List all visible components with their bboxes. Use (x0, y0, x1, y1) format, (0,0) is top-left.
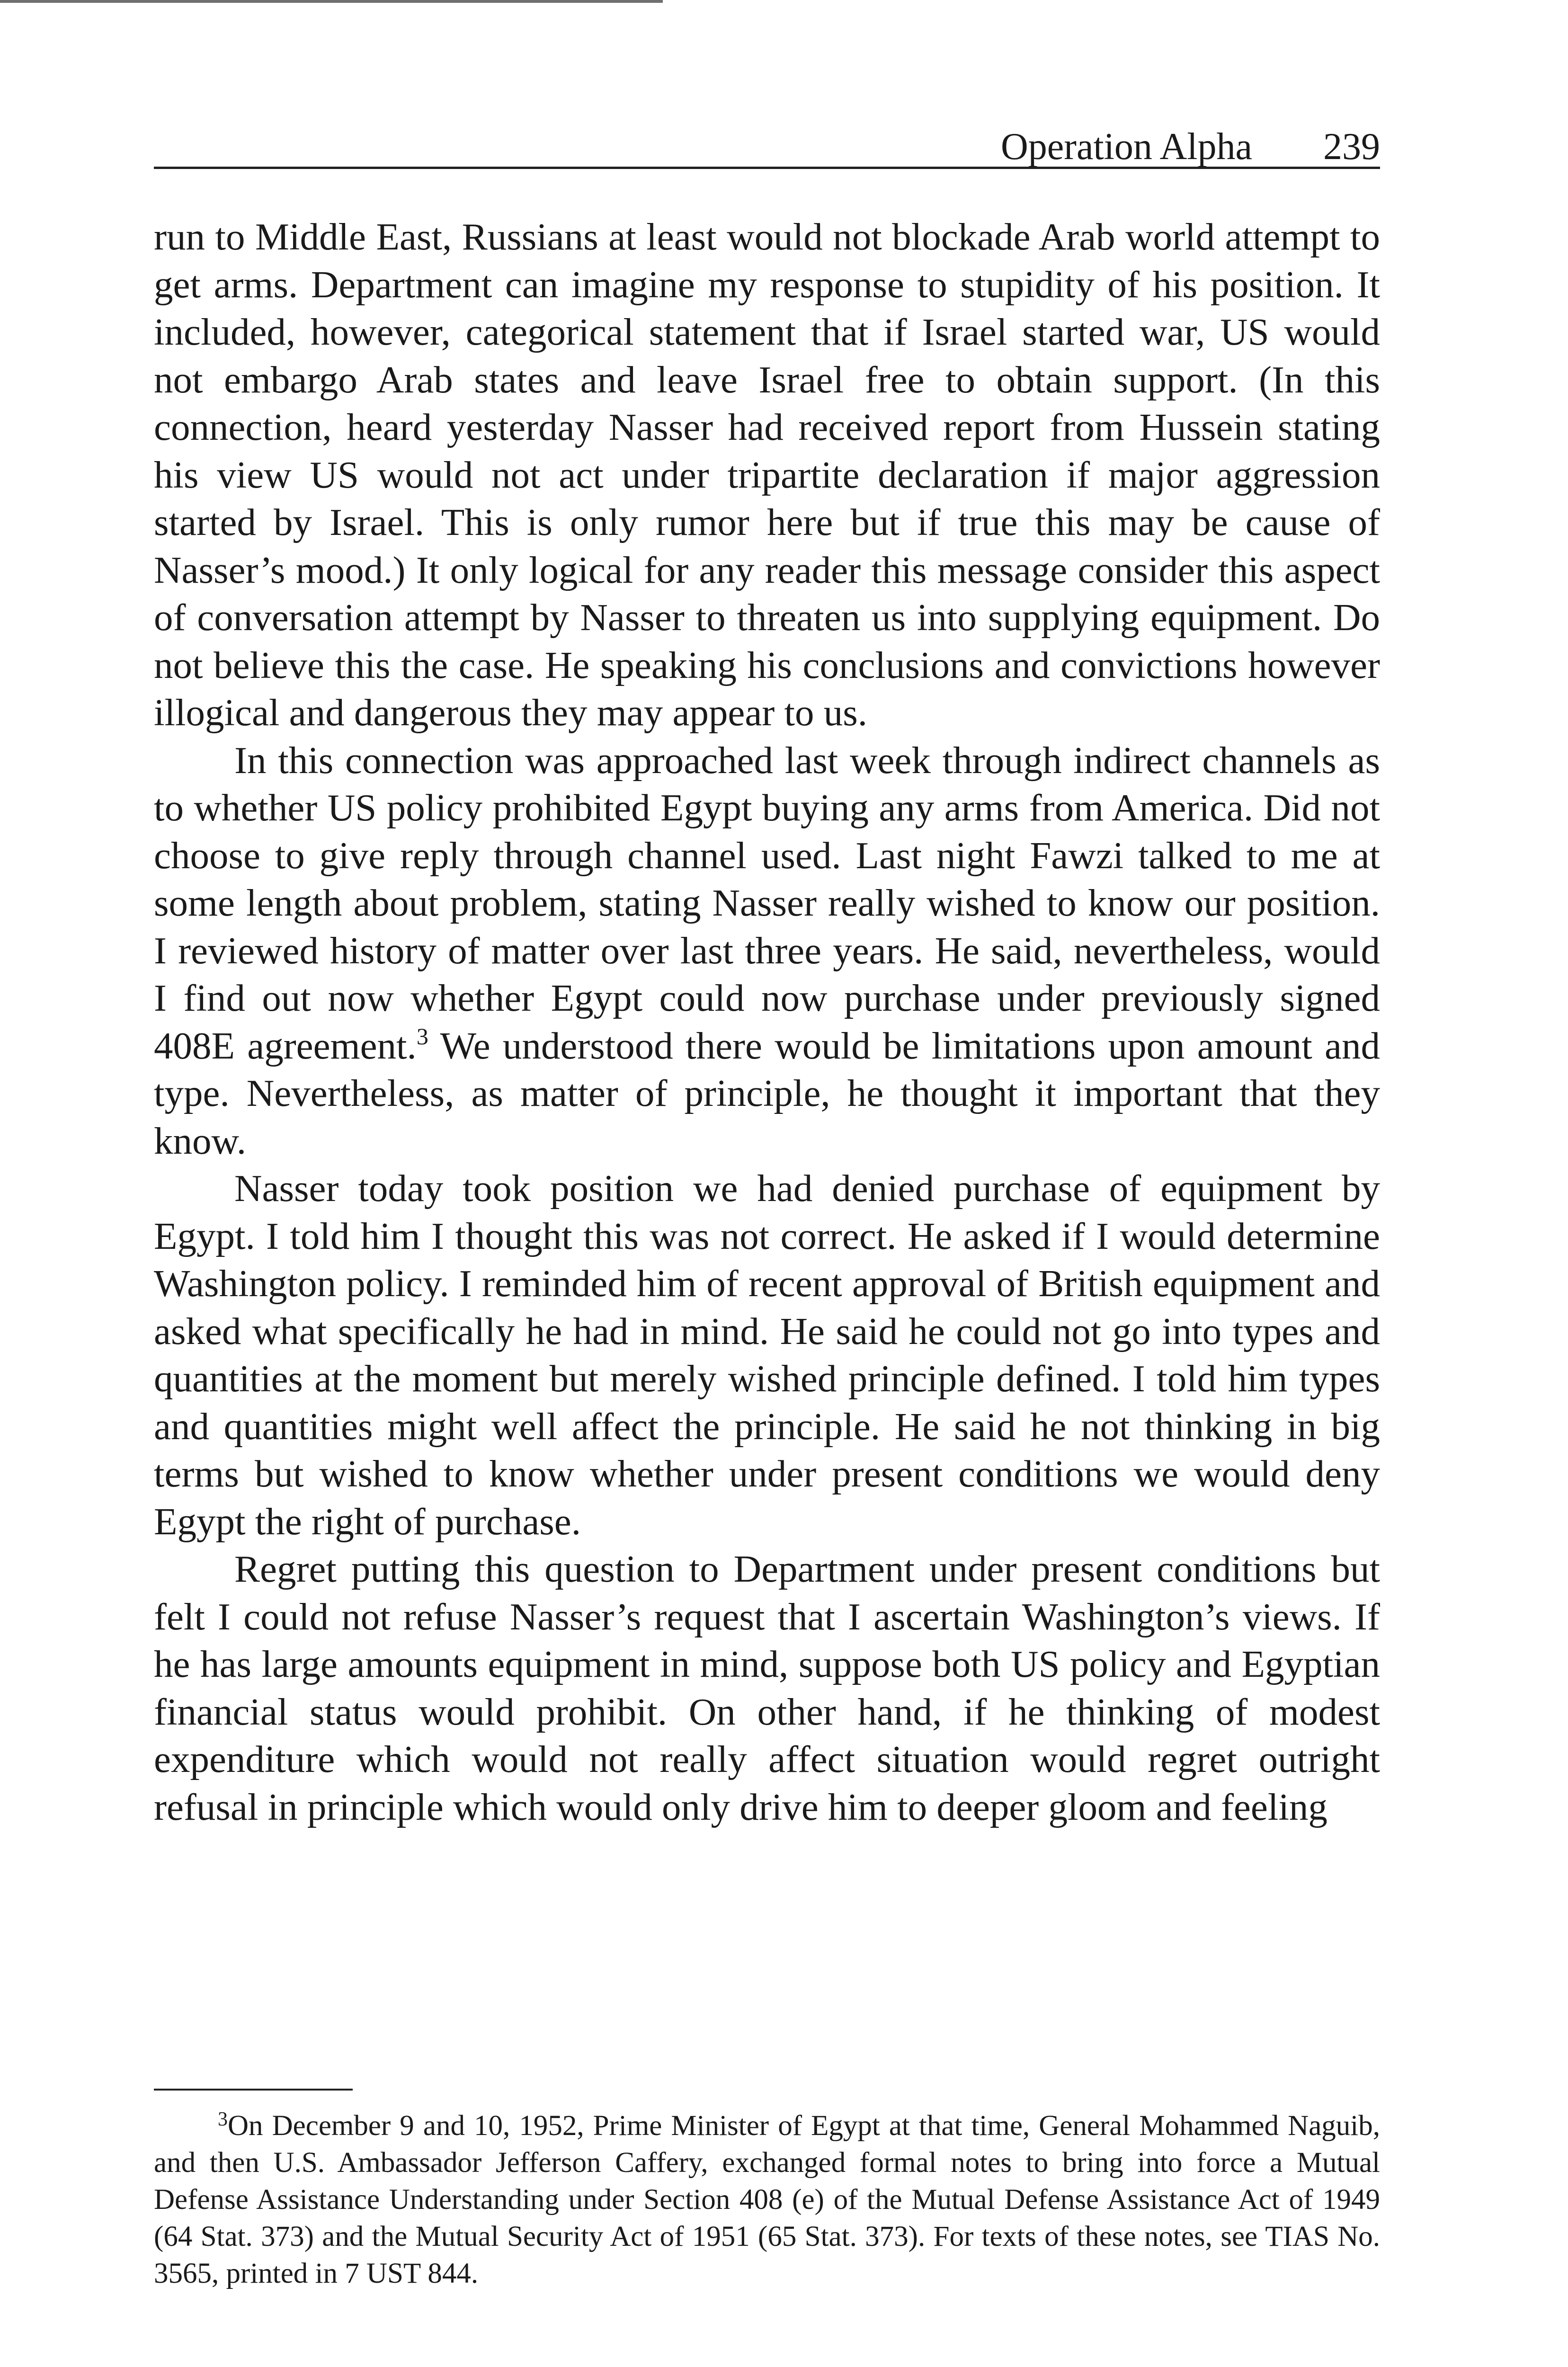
footnote-divider (154, 2089, 353, 2091)
footnote-text: On December 9 and 10, 1952, Prime Minister of Egypt at that time, General Mohammed Naguib, and then U.S. Ambassador Jefferson Caffery, exchanged formal notes to bring into force a Mutual Defense Assistance Understanding under Section 408 (e) of the Mutual Defense Assistance Act of 1949 (64 Stat. 373) and the Mutual Security Act of 1951 (65 Stat. 373). For texts of these notes, see TIAS No. 3565, printed in 7 UST 844. (154, 2110, 1380, 2289)
paragraph-2-text-b: We understood there would be limitations upon amount and type. Nevertheless, as matter of principle, he thought it important that they know. (154, 1024, 1380, 1162)
paragraph-3: Nasser today took position we had denied purchase of equipment by Egypt. I told him I thought this was not correct. He asked if I would determine Washington policy. I reminded him of recent approval of British equipment and asked what specifically he had in mind. He said he could not go into types and quantities at the moment but merely wished principle defined. I told him types and quantities might well affect the principle. He said he not thinking in big terms but wished to know whether under present conditions we would deny Egypt the right of purchase. (154, 1167, 1380, 1543)
paragraph-1: run to Middle East, Russians at least would not blockade Arab world attempt to get arms. Department can imagine my response to stupidity of his position. It included, however, categorical statement that if Israel started war, US would not embargo Arab states and leave Israel free to obtain support. (In this connection, heard yesterday Nasser had received report from Hussein stating his view US would not act under tripartite declaration if major aggression started by Israel. This is only rumor here but if true this may be cause of Nasser’s mood.) It only logical for any reader this message consider this aspect of conversation attempt by Nasser to threaten us into supplying equipment. Do not believe this the case. He speaking his conclusions and convictions however illogical and dangerous they may appear to us. (154, 215, 1380, 734)
paragraph-2 (154, 737, 1380, 1165)
footnote-reference: 3 (416, 1023, 428, 1050)
paragraph-4: Regret putting this question to Department under present conditions but felt I could not refuse Nasser’s request that I ascertain Washington’s views. If he has large amounts equipment in mind, suppose both US policy and Egyptian financial status would prohibit. On other hand, if he thinking of modest expenditure which would not really affect situation would regret outright refusal in principle which would only drive him to deeper gloom and feeling (154, 1548, 1380, 1828)
top-edge-rule (0, 0, 663, 3)
main-text (154, 213, 1380, 1831)
running-header (154, 124, 1380, 169)
paragraph-2-text-a: In this connection was approached last week through indirect channels as to whether US policy prohibited Egypt buying any arms from America. Did not choose to give reply through channel used. Last night Fawzi talked to me at some length about problem, stating Nasser really wished to know our position. I reviewed history of matter over last three years. He said, nevertheless, would I find out now whether Egypt could now purchase under previously signed 408E agreement. (154, 739, 1380, 1067)
running-title: Operation Alpha (1001, 126, 1252, 168)
footnote-marker: 3 (218, 2109, 228, 2130)
footnote (154, 2108, 1380, 2292)
page-number: 239 (1323, 126, 1380, 168)
